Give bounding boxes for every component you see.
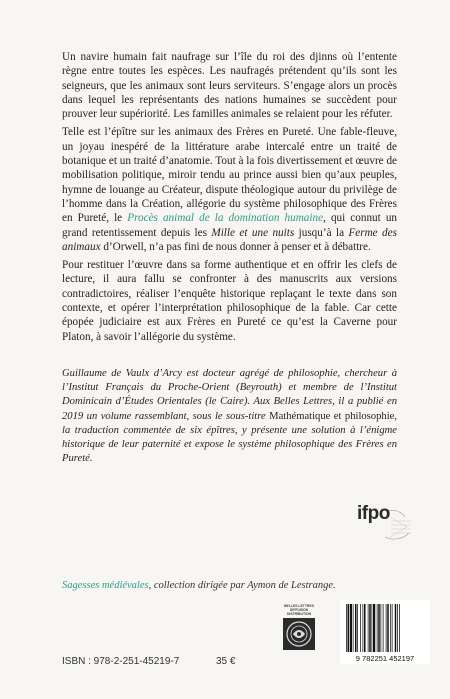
back-cover-text	[62, 50, 397, 348]
paragraph-1: Un navire humain fait naufrage sur l’île du roi des djinns où l’entente règne entre toutes les espèces. Les naufragés prétendent qu’ils sont les seigneurs, que les animaux sont leurs serviteurs. S’engage alors un procès dans lequel les représentants des nations humaines se succèdent pour prouver leur supériorité. Les familles animales se relaient pour les réfuter.	[62, 51, 397, 121]
ifpo-logo-text: ifpo	[357, 503, 390, 524]
barcode-number: 9 782251 452197	[355, 654, 415, 663]
title-proces-animal: Procès animal de la domination humaine	[127, 212, 324, 225]
barcode	[340, 600, 430, 664]
price: 35 €	[216, 656, 236, 667]
paragraph-3: Pour restituer l’œuvre dans sa forme authentique et en offrir les clefs de lecture, il aura fallu se confronter à des manuscrits aux versions contradictoires, réaliser l’enquête historique replaçant le texte dans son contexte, et opérer l’interprétation philosophique de la fable. Car cette épopée judiciaire est aux Frères en Pureté ce qu’est la Caverne pour Platon, à savoir l’allégorie du système.	[62, 259, 397, 343]
author-bio: Guillaume de Vaulx d’Arcy est docteur agrégé de philosophie, chercheur à l’Institut Français du Proche-Orient (Beyrouth) et membre de l’Institut Dominicain d’Études Orientales (le Caire). Aux Belles Lettres, il a publié en 2019 un volume rassemblant, sous le sous-titre Mathématique et philosophie, la traduction commentée de six épîtres, y présente une solution à l’énigme historique de leur paternité et expose le système philosophique des Frères en Pureté.	[62, 368, 398, 465]
isbn: ISBN : 978-2-251-45219-7	[62, 656, 180, 667]
collection-name: Sagesses médiévales	[62, 580, 149, 591]
svg-text:DIFFUSION: DIFFUSION	[289, 608, 309, 612]
publisher-logo-icon	[272, 600, 326, 660]
paragraph-2: Telle est l’épître sur les animaux des Frères en Pureté. Une fable-fleuve, un joyau inespéré de la littérature arabe intercalé entre un traité de botanique et un traité d’anatomie. Tout à la fois divertissement et œuvre de mobilisation politique, miroir tendu au prince aussi bien qu’aux peuples, hymne de louange au Créateur, dispute théologique autour du privilège de l’homme dans la Création, allégorie du système philosophique des Frères en Pureté, le Procès animal de la domination humaine, qui connut un grand retentissement depuis les Mille et une nuits jusqu’à la Ferme des animaux d’Orwell, n’a pas fini de nous donner à penser et à débattre.	[62, 126, 398, 253]
svg-text:DISTRIBUTION: DISTRIBUTION	[286, 612, 312, 616]
collection-line: Sagesses médiévales, collection dirigée par Aymon de Lestrange.	[62, 580, 336, 591]
svg-text:BELLES LETTRES: BELLES LETTRES	[284, 604, 314, 608]
